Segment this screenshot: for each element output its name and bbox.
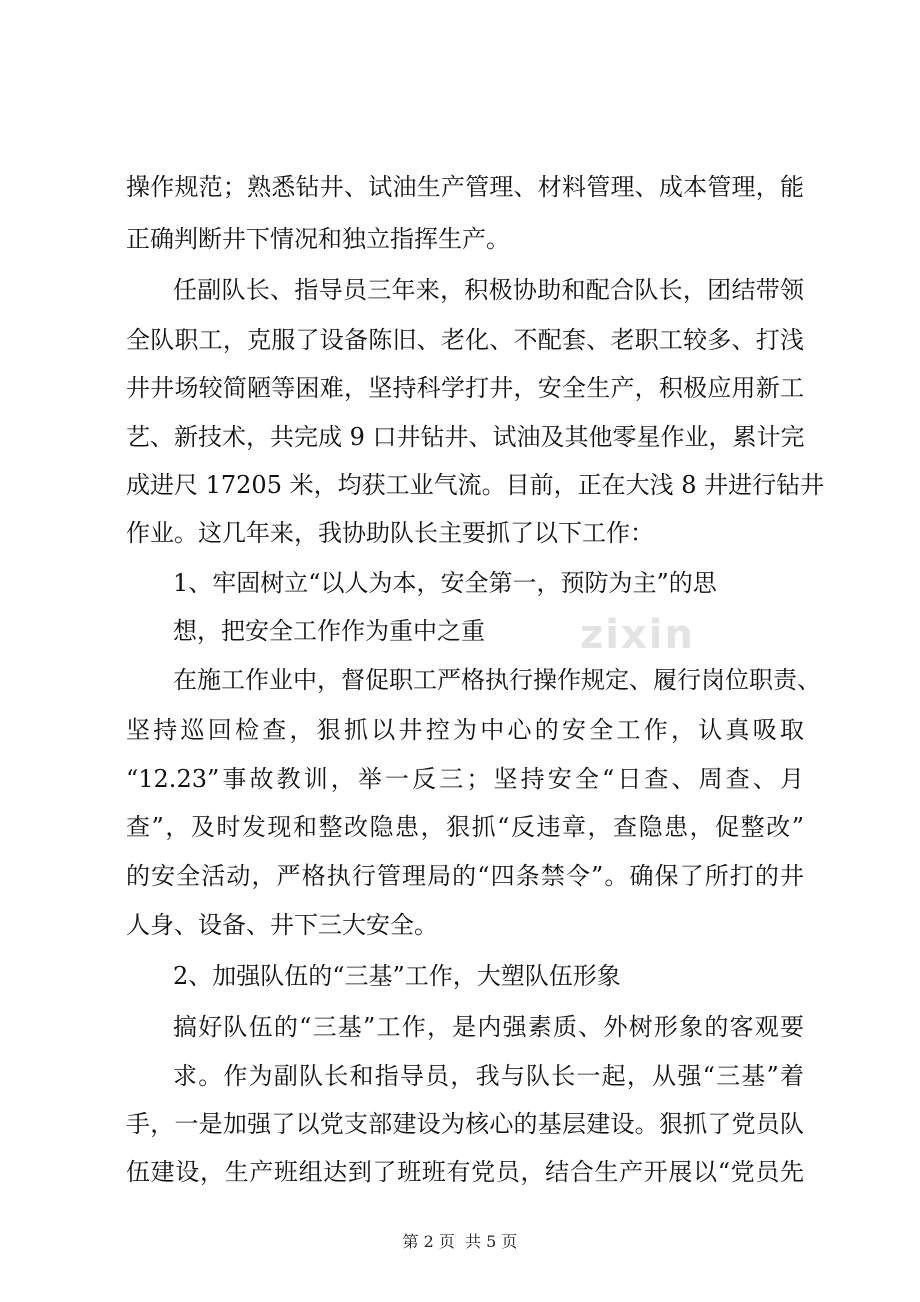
body-line-11: “12.23”事故教训，举一反三；坚持安全“日查、周查、月 [126,765,804,793]
body-line-4: 全队职工，克服了设备陈旧、老化、不配套、老职工较多、打浅 [126,326,804,354]
body-line-6: 艺、新技术，共完成 9 口井钻井、试油及其他零星作业，累计完 [126,423,805,451]
heading-1-line-2: 想，把安全工作作为重中之重 [173,617,485,645]
watermark: zixin [580,612,695,658]
body-line-3: 任副队长、指导员三年来，积极协助和配合队长，团结带领 [173,276,804,304]
body-line-15: 搞好队伍的“三基”工作，是内强素质、外树形象的客观要 [173,1013,804,1041]
body-line-16: 求。作为副队长和指导员，我与队长一起，从强“三基”着 [173,1062,804,1090]
body-line-18: 伍建设，生产班组达到了班班有党员，结合生产开展以“党员先 [126,1158,804,1186]
body-line-17: 手，一是加强了以党支部建设为核心的基层建设。狠抓了党员队 [126,1110,804,1138]
body-line-9: 在施工作业中，督促职工严格执行操作规定、履行岗位职责、 [173,666,821,694]
body-line-8: 作业。这几年来，我协助队长主要抓了以下工作： [126,519,654,547]
page-footer: 第 2 页 共 5 页 [402,1232,518,1251]
body-line-1: 操作规范；熟悉钻井、试油生产管理、材料管理、成本管理，能 [126,173,804,201]
body-line-14: 人身、设备、井下三大安全。 [126,911,438,939]
body-line-12: 查”，及时发现和整改隐患，狠抓“反违章，查隐患，促整改” [126,813,804,841]
heading-2: 2、加强队伍的“三基”工作，大塑队伍形象 [173,962,621,990]
body-line-13: 的安全活动，严格执行管理局的“四条禁令”。确保了所打的井 [126,862,804,890]
body-line-2: 正确判断井下情况和独立指挥生产。 [126,225,510,253]
body-line-7: 成进尺 17205 米，均获工业气流。目前，正在大浅 8 井进行钻井 [126,471,825,499]
body-line-5: 井井场较简陋等困难，坚持科学打井，安全生产，积极应用新工 [126,374,804,402]
heading-1-line-1: 1、牢固树立“以人为本，安全第一，预防为主”的思 [173,569,717,597]
body-line-10: 坚持巡回检查，狠抓以井控为中心的安全工作，认真吸取 [126,716,804,744]
